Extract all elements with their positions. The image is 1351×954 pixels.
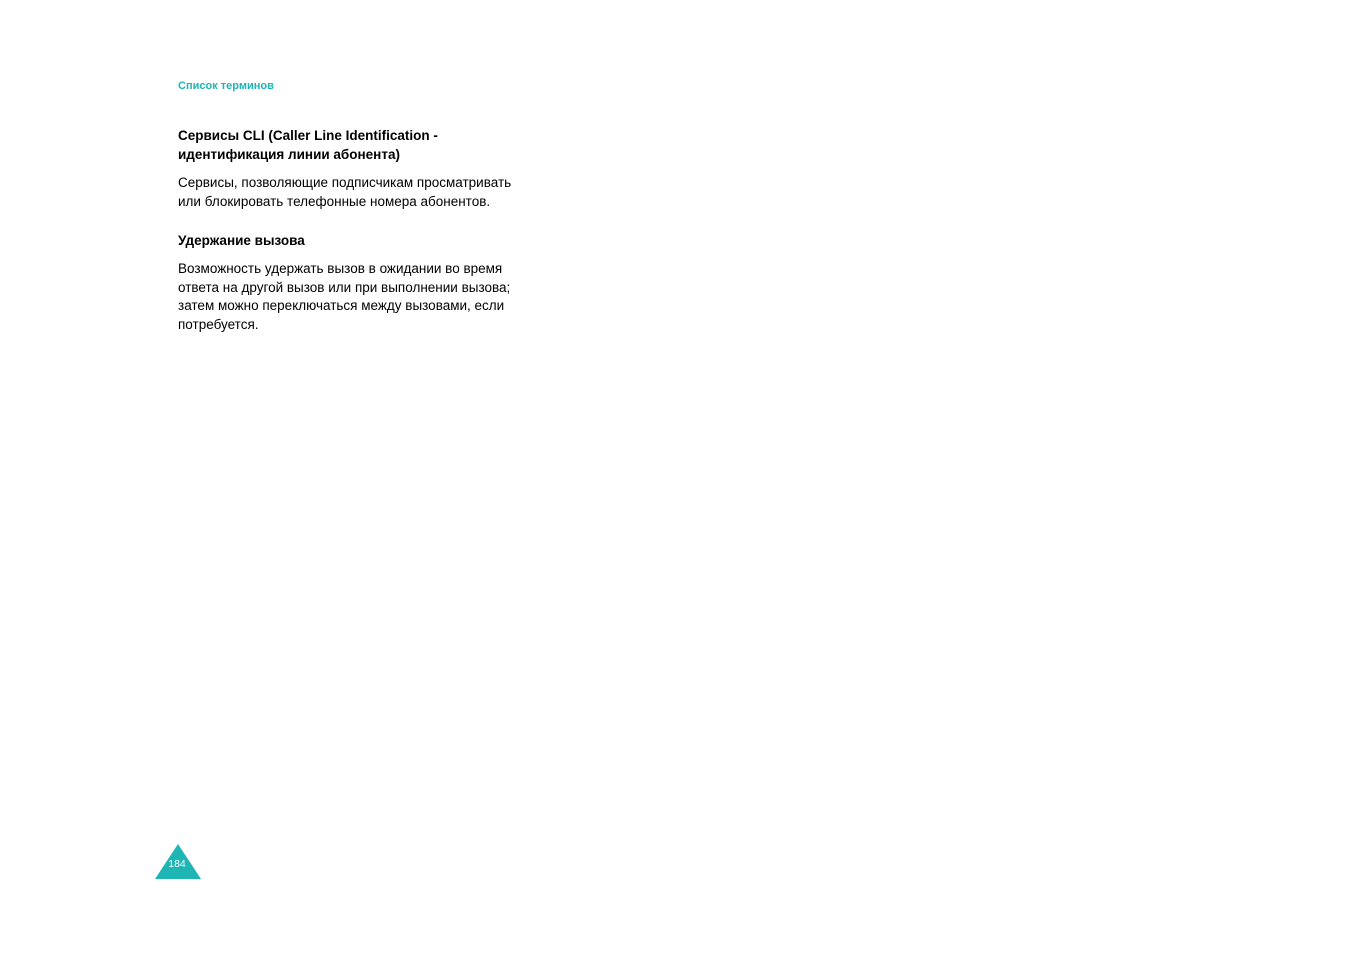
glossary-content <box>178 126 538 334</box>
definition-line: Сервисы, позволяющие подписчикам просматривать <box>178 175 512 190</box>
glossary-term <box>178 126 538 164</box>
definition-line: или блокировать телефонные номера абонентов. <box>178 193 491 209</box>
section-header: Список терминов <box>178 80 274 92</box>
term-line: Удержание вызова <box>178 233 305 248</box>
page-number: 184 <box>168 858 186 870</box>
definition-line: затем можно переключаться между вызовами, если <box>178 298 505 313</box>
definition-line: потребуется. <box>178 316 259 332</box>
glossary-term <box>178 231 538 250</box>
glossary-definition <box>178 174 538 211</box>
definition-line: ответа на другой вызов или при выполнении вызова; <box>178 279 511 295</box>
definition-line: Возможность удержать вызов в ожидании во время <box>178 261 503 276</box>
page-number-badge <box>155 844 201 879</box>
glossary-definition <box>178 260 538 334</box>
term-line: идентификация линии абонента) <box>178 147 400 162</box>
term-line: Сервисы CLI (Caller Line Identification - <box>178 128 438 143</box>
